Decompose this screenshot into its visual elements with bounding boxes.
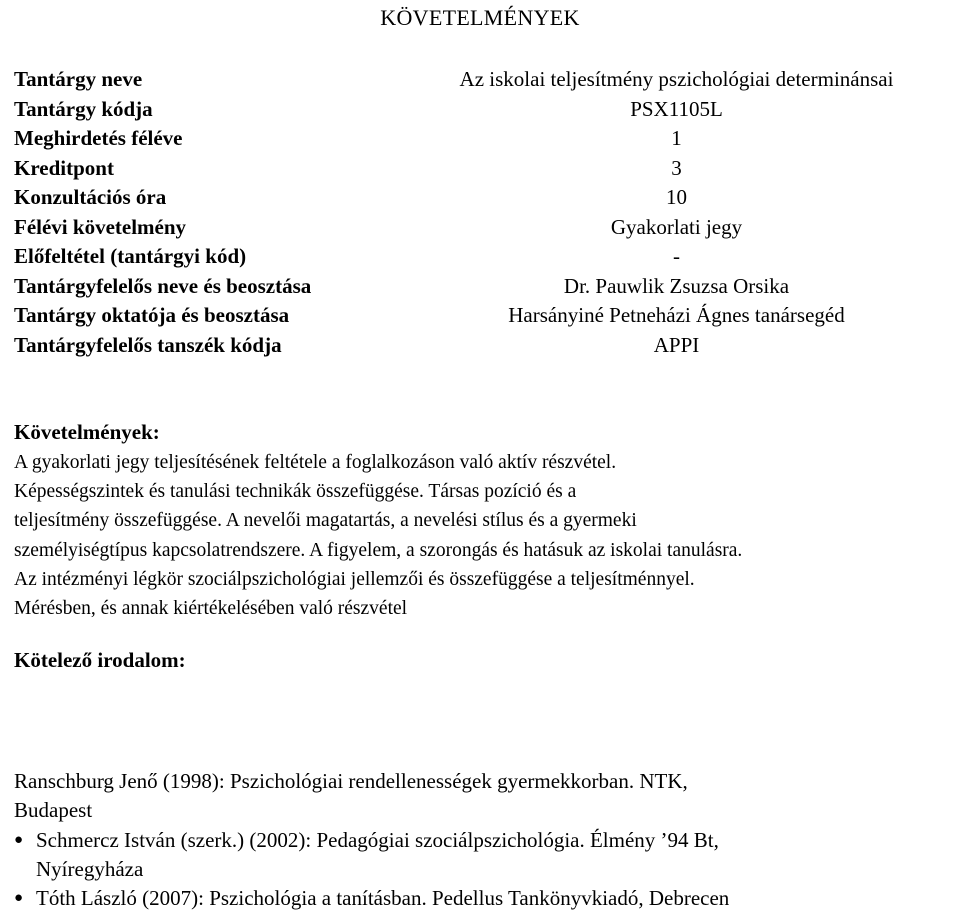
info-label: Tantárgyfelelős tanszék kódja: [14, 332, 282, 357]
requirements-line: személyiségtípus kapcsolatrendszere. A figyelem, a szorongás és hatásuk az iskolai tanulásra.: [14, 539, 743, 561]
info-row-prerequisite: [14, 242, 954, 272]
requirements-line: Mérésben, és annak kiértékelésében való részvétel: [14, 598, 408, 620]
requirements-line: Képességszintek és tanulási technikák összefüggése. Társas pozíció és a: [14, 481, 577, 503]
info-value: Az iskolai teljesítmény pszichológiai determinánsai: [459, 67, 894, 91]
info-value: 10: [666, 185, 687, 209]
info-label: Konzultációs óra: [14, 185, 167, 209]
info-value: 1: [671, 126, 682, 150]
literature-entry-line: Tóth László (2007): Pszichológia a tanításban. Pedellus Tankönyvkiadó, Debrecen: [36, 886, 730, 910]
literature-entry: [14, 767, 944, 825]
info-label: Előfeltétel (tantárgyi kód): [14, 244, 247, 268]
info-row-course-code: [14, 95, 954, 125]
info-value: APPI: [653, 332, 700, 357]
info-label: Tantárgy neve: [14, 67, 143, 91]
literature-entry-line: Budapest: [14, 798, 93, 822]
info-label: Kreditpont: [14, 155, 114, 180]
info-row-course-name: [14, 65, 954, 95]
info-label: Tantárgy kódja: [14, 96, 153, 121]
requirements-line: Az intézményi légkör szociálpszichológiai jellemzői és összefüggése a teljesítménnyel.: [14, 568, 695, 590]
course-info-table: [14, 65, 954, 360]
info-label: Félévi követelmény: [14, 214, 187, 239]
info-value: 3: [671, 155, 682, 180]
info-value: Gyakorlati jegy: [610, 214, 743, 239]
literature-entry-line: Schmercz István (szerk.) (2002): Pedagógiai szociálpszichológia. Élmény ’94 Bt,: [36, 828, 719, 852]
requirements-heading: Követelmények:: [14, 420, 160, 444]
document-title: KÖVETELMÉNYEK: [380, 5, 580, 30]
info-label: Tantárgyfelelős neve és beosztása: [14, 273, 312, 298]
info-row-requirement-type: [14, 213, 954, 243]
info-value: Dr. Pauwlik Zsuzsa Orsika: [563, 273, 790, 298]
info-row-semester: [14, 124, 954, 154]
info-row-consultation-hours: [14, 183, 954, 213]
info-value: Harsányiné Petneházi Ágnes tanársegéd: [508, 303, 845, 327]
info-row-responsible: [14, 272, 954, 302]
bullet-icon: ●: [14, 890, 24, 906]
literature-list-item: [14, 826, 944, 884]
info-row-instructor: [14, 301, 954, 331]
info-row-department: [14, 331, 954, 361]
info-value: -: [673, 244, 680, 268]
bullet-icon: ●: [14, 832, 24, 848]
requirements-text: [14, 448, 944, 623]
literature-entry-line: Ranschburg Jenő (1998): Pszichológiai rendellenességek gyermekkorban. NTK,: [14, 769, 688, 793]
literature-entry-line: Nyíregyháza: [36, 857, 144, 881]
info-row-credits: [14, 154, 954, 184]
info-label: Tantárgy oktatója és beosztása: [14, 303, 290, 327]
info-value: PSX1105L: [630, 96, 723, 121]
literature-heading: Kötelező irodalom:: [14, 648, 186, 672]
info-label: Meghirdetés féléve: [14, 126, 183, 150]
requirements-line: A gyakorlati jegy teljesítésének feltétele a foglalkozáson való aktív részvétel.: [14, 452, 617, 473]
literature-list-item: [14, 884, 944, 913]
requirements-line: teljesítmény összefüggése. A nevelői magatartás, a nevelési stílus és a gyermeki: [14, 510, 637, 532]
